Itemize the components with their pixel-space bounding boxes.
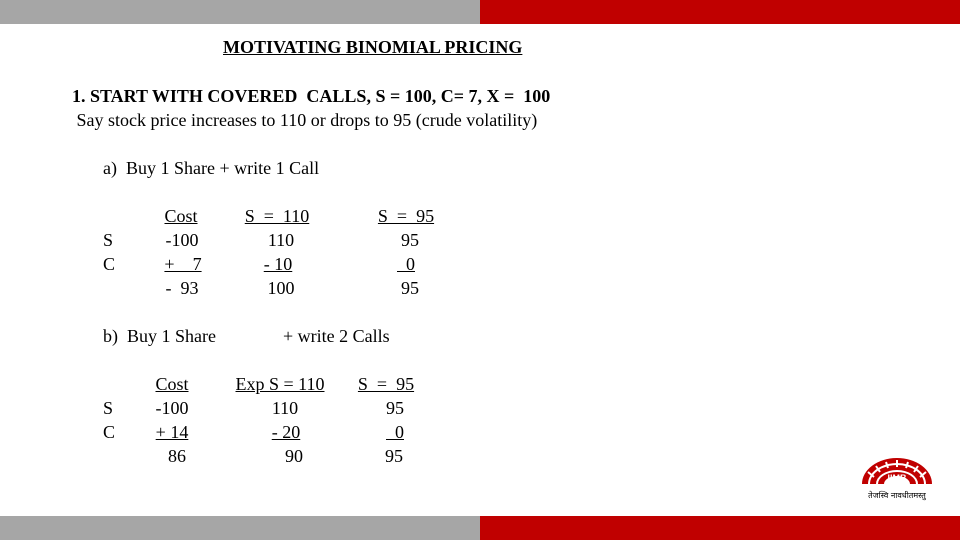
case-a-up-s: 110 xyxy=(267,230,295,250)
case-a-cost-s: -100 xyxy=(165,230,199,250)
case-b-down-c: 0 xyxy=(386,422,404,442)
case-b-cost-s: -100 xyxy=(155,398,189,418)
case-b-row-label-c: C xyxy=(103,422,116,442)
case-a-row-label-c: C xyxy=(103,254,116,274)
case-b-down-header: S = 95 xyxy=(357,374,415,394)
top-red-bar xyxy=(480,0,960,24)
case-a-up-total: 100 xyxy=(267,278,295,298)
case-a-up-c: - 10 xyxy=(263,254,293,274)
case-a-cost-header: Cost xyxy=(164,206,198,226)
case-a-down-c: 0 xyxy=(397,254,415,274)
case-b-cost-header: Cost xyxy=(155,374,189,394)
case-b-down-total: 95 xyxy=(385,446,403,466)
intro-line-2: Say stock price increases to 110 or drops to 95 (crude volatility) xyxy=(72,110,538,130)
case-a-down-header: S = 95 xyxy=(377,206,435,226)
case-b-row-label-s: S xyxy=(103,398,114,418)
case-a-down-s: 95 xyxy=(401,230,419,250)
case-b-up-header: Exp S = 110 xyxy=(235,374,325,394)
bottom-red-bar xyxy=(480,516,960,540)
case-b-up-total: 90 xyxy=(285,446,303,466)
case-a-cost-c: + 7 xyxy=(164,254,202,274)
case-b-cost-c: + 14 xyxy=(155,422,189,442)
intro-line-1: 1. START WITH COVERED CALLS, S = 100, C= 7, X = 100 xyxy=(72,86,551,106)
case-a-up-header: S = 110 xyxy=(244,206,310,226)
bottom-gray-bar xyxy=(0,516,480,540)
case-a-down-total: 95 xyxy=(401,278,419,298)
case-b-down-s: 95 xyxy=(386,398,404,418)
case-a-row-label-s: S xyxy=(103,230,114,250)
slide-title: MOTIVATING BINOMIAL PRICING xyxy=(223,37,523,57)
logo-wordmark: IIMB xyxy=(887,473,907,483)
case-a-heading: a) Buy 1 Share + write 1 Call xyxy=(103,158,320,178)
logo-tagline: तेजस्वि नावधीतमस्तु xyxy=(868,491,926,500)
top-gray-bar xyxy=(0,0,480,24)
case-b-up-c: - 20 xyxy=(271,422,301,442)
case-b-cost-total: 86 xyxy=(168,446,186,466)
case-b-heading-left: b) Buy 1 Share xyxy=(103,326,216,346)
case-b-heading-right: + write 2 Calls xyxy=(283,326,390,346)
case-a-cost-total: - 93 xyxy=(165,278,199,298)
iimb-logo xyxy=(848,450,946,504)
case-b-up-s: 110 xyxy=(271,398,299,418)
